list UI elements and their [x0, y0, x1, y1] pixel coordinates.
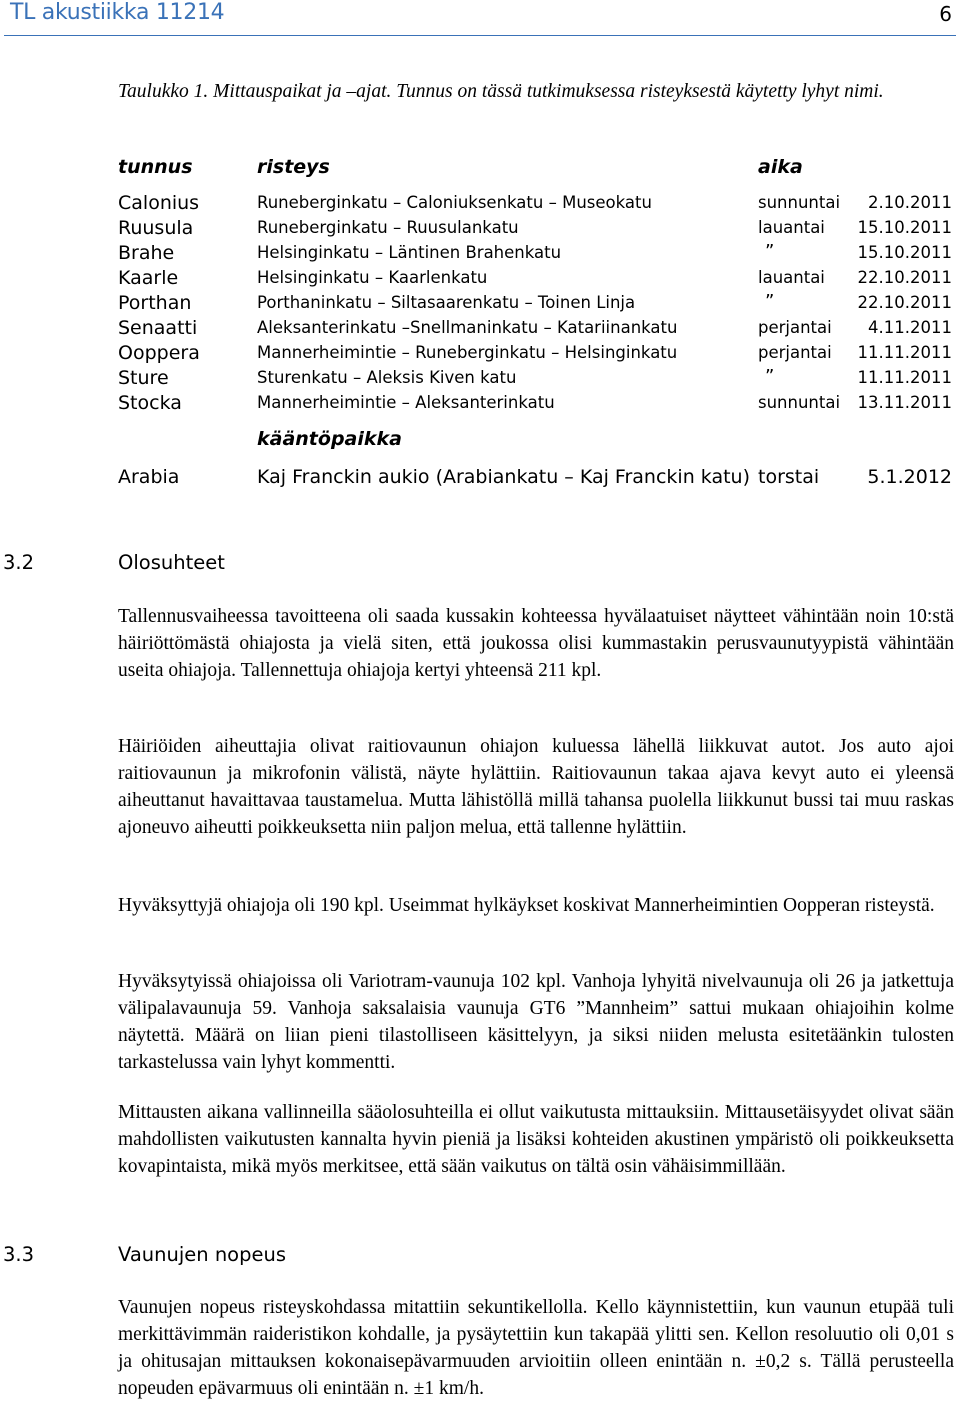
row-id: Ruusula: [118, 217, 194, 239]
row-date: 15.10.2011: [857, 218, 952, 237]
row-id: Stocka: [118, 392, 182, 414]
table-row: [0, 342, 960, 367]
section-title: Olosuhteet: [118, 551, 225, 574]
row-id: Arabia: [118, 466, 180, 488]
row-intersection: Helsinginkatu – Kaarlenkatu: [257, 268, 488, 287]
row-intersection: Runeberginkatu – Ruusulankatu: [257, 218, 519, 237]
row-day-ditto: ”: [765, 366, 775, 387]
table-row: [0, 392, 960, 417]
paragraph: Vaunujen nopeus risteyskohdassa mitattiin sekuntikellolla. Kello käynnistettiin, kun vaunun etupää tuli merkittävimmän raideristikon kohdalle, ja pysäytettiin kun takapää ylitti sen. Kellon resoluutio oli 0,01 s ja ohitusajan mittauksen kokonaisepävarmuuden arvioitiin olleen enintään n. ±0,2 s. Tällä perusteella nopeuden epävarmuus oli enintään n. ±1 km/h.: [118, 1297, 954, 1399]
section-number: 3.2: [3, 551, 35, 574]
section-number: 3.3: [3, 1243, 35, 1266]
row-intersection: Sturenkatu – Aleksis Kiven katu: [257, 368, 517, 387]
table-row: [0, 317, 960, 342]
row-intersection: Runeberginkatu – Caloniuksenkatu – Museokatu: [257, 193, 652, 212]
row-id: Porthan: [118, 292, 192, 314]
row-intersection: Helsinginkatu – Läntinen Brahenkatu: [257, 243, 562, 262]
row-date: 15.10.2011: [857, 243, 952, 262]
table-row: [0, 466, 960, 491]
row-date: 5.1.2012: [867, 466, 952, 488]
row-date: 22.10.2011: [857, 293, 952, 312]
page-number: 6: [939, 2, 952, 26]
page-header: [0, 0, 960, 38]
row-intersection: Kaj Franckin aukio (Arabiankatu – Kaj Franckin katu): [257, 466, 750, 488]
row-intersection: Mannerheimintie – Runeberginkatu – Helsinginkatu: [257, 343, 678, 362]
table-row: [0, 217, 960, 242]
row-id: Brahe: [118, 242, 175, 264]
paragraph: Tallennusvaiheessa tavoitteena oli saada kussakin kohteessa hyvälaatuiset näytteet vähintään noin 10:stä häiriöttömästä ohiajosta ja vielä siten, että joukossa olisi kummastakin perusvaunutyypistä vähintään useita ohiajoja. Tallennettuja ohiajoja kertyi yhteensä 211 kpl.: [118, 606, 954, 681]
table-caption: Taulukko 1. Mittauspaikat ja –ajat. Tunnus on tässä tutkimuksessa risteyksestä käytetty lyhyt nimi.: [118, 81, 884, 102]
table-row: [0, 192, 960, 217]
table-row: [0, 292, 960, 317]
paragraph: Hyväksyttyjä ohiajoja oli 190 kpl. Useimmat hylkäykset koskivat Mannerheimintien Oopperan risteystä.: [118, 895, 935, 916]
row-day: sunnuntai: [758, 393, 841, 412]
paragraph: Hyväksytyissä ohiajoissa oli Variotram-vaunuja 102 kpl. Vanhoja lyhyitä nivelvaunuja oli 26 ja jatkettuja välipalavaunuja 59. Vanhoja saksalaisia vaunuja GT6 ”Mannheim” sattui mukaan ohiajoihin kolme näytettä. Määrä on liian pieni tilastolliseen käsittelyyn, ja siksi niiden melusta esitetäänkin tulosten tarkastelussa vain lyhyt kommentti.: [118, 971, 954, 1073]
table-row: [0, 367, 960, 392]
header-title: TL akustiikka 11214: [10, 0, 225, 25]
paragraph: Häiriöiden aiheuttajia olivat raitiovaunun ohiajon kuluessa lähellä liikkuvat autot. Jos auto ajoi raitiovaunun ja mikrofonin välistä, näyte hylättiin. Raitiovaunun takaa ajava kevyt auto ei yleensä aiheuttanut havaittavaa taustamelua. Mutta lähistöllä millä tahansa puolella liikkunut bussi tai muu raskas ajoneuvo aiheutti poikkeuksetta niin paljon melua, että tallenne hylättiin.: [118, 736, 954, 838]
header-divider: [4, 35, 956, 36]
row-day-ditto: ”: [765, 291, 775, 312]
column-header-tunnus: tunnus: [118, 156, 193, 178]
row-id: Calonius: [118, 192, 200, 214]
section-title: Vaunujen nopeus: [118, 1243, 287, 1266]
row-intersection: Mannerheimintie – Aleksanterinkatu: [257, 393, 555, 412]
row-id: Senaatti: [118, 317, 198, 339]
row-id: Ooppera: [118, 342, 200, 364]
row-date: 4.11.2011: [868, 318, 952, 337]
row-date: 11.11.2011: [857, 368, 952, 387]
row-day: lauantai: [758, 268, 825, 287]
table-row: [0, 267, 960, 292]
row-day-ditto: ”: [765, 241, 775, 262]
row-day: lauantai: [758, 218, 825, 237]
row-day: torstai: [758, 466, 820, 488]
column-header-risteys: risteys: [257, 156, 330, 178]
row-day: perjantai: [758, 318, 832, 337]
row-date: 11.11.2011: [857, 343, 952, 362]
row-day: perjantai: [758, 343, 832, 362]
table-row: [0, 242, 960, 267]
table-subheading: kääntöpaikka: [257, 428, 402, 450]
row-date: 2.10.2011: [868, 193, 952, 212]
row-id: Sture: [118, 367, 169, 389]
row-id: Kaarle: [118, 267, 179, 289]
row-day: sunnuntai: [758, 193, 841, 212]
row-intersection: Porthaninkatu – Siltasaarenkatu – Toinen Linja: [257, 293, 636, 312]
row-date: 22.10.2011: [857, 268, 952, 287]
row-intersection: Aleksanterinkatu –Snellmaninkatu – Katariinankatu: [257, 318, 678, 337]
paragraph: Mittausten aikana vallinneilla sääolosuhteilla ei ollut vaikutusta mittauksiin. Mittausetäisyydet olivat sään mahdollisten vaikutusten kannalta hyvin pieniä ja lisäksi kohteiden akustinen ympäristö oli poikkeuksetta kovapintaista, mikä myös merkitsee, että sään vaikutus on tältä osin vähäisimmillään.: [118, 1102, 954, 1177]
column-header-aika: aika: [758, 156, 803, 178]
row-date: 13.11.2011: [857, 393, 952, 412]
